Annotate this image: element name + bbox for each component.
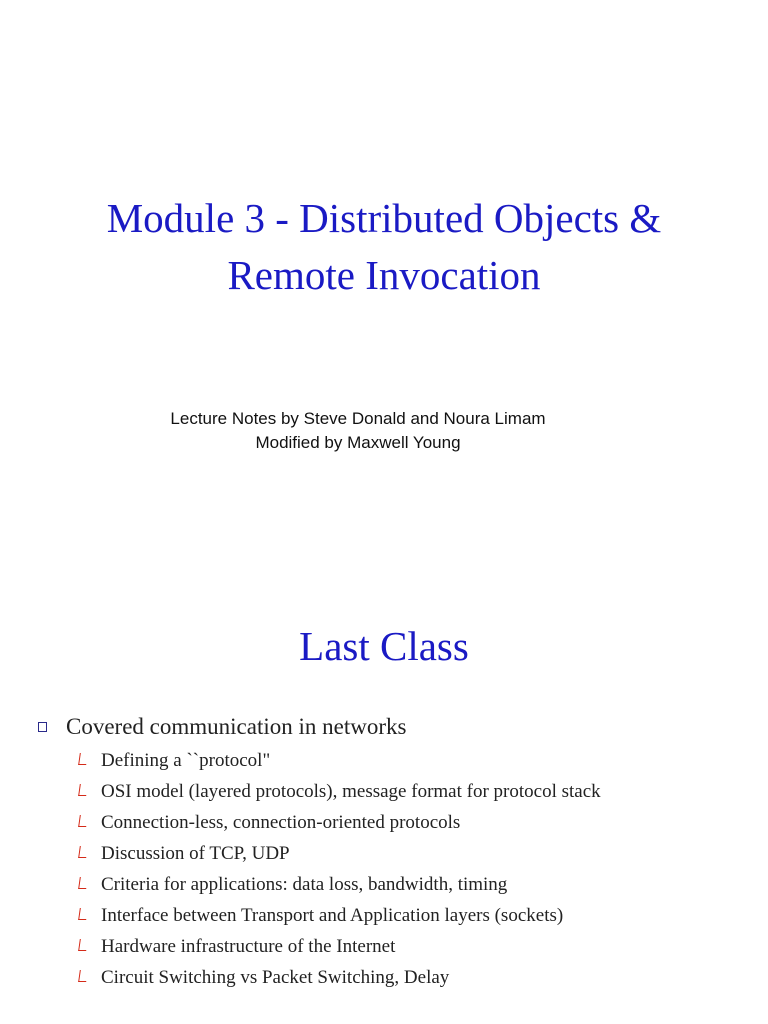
sub-bullet-text: Circuit Switching vs Packet Switching, Delay: [101, 967, 450, 988]
subtitle-modified-by: Modified by Maxwell Young: [255, 433, 461, 452]
sub-bullet-text: Interface between Transport and Application layers (sockets): [101, 905, 564, 926]
sub-bullet-list: [77, 745, 601, 993]
sub-bullet-item: [77, 838, 601, 869]
sub-bullet-item: [77, 745, 601, 776]
slide-heading: Last Class: [299, 623, 469, 669]
sub-bullet-text: Defining a ``protocol": [101, 750, 271, 771]
slide-subtitle: [0, 407, 716, 455]
sub-bullet-text: OSI model (layered protocols), message format for protocol stack: [101, 781, 601, 802]
sub-bullet-item: [77, 962, 601, 993]
sub-bullet-text: Hardware infrastructure of the Internet: [101, 936, 396, 957]
slide-title-line-1: Module 3 - Distributed Objects &: [106, 195, 662, 241]
sub-bullet-text: Discussion of TCP, UDP: [101, 843, 290, 864]
arrow-bullet-icon: [77, 784, 89, 798]
content-slide: [0, 600, 768, 1024]
bullet-item: [38, 710, 406, 744]
slide-title: [0, 190, 768, 304]
subtitle-authors: Lecture Notes by Steve Donald and Noura Limam: [170, 409, 546, 428]
arrow-bullet-icon: [77, 815, 89, 829]
sub-bullet-text: Criteria for applications: data loss, bandwidth, timing: [101, 874, 508, 895]
arrow-bullet-icon: [77, 846, 89, 860]
arrow-bullet-icon: [77, 908, 89, 922]
arrow-bullet-icon: [77, 939, 89, 953]
sub-bullet-item: [77, 869, 601, 900]
square-bullet-icon: [38, 722, 47, 732]
arrow-bullet-icon: [77, 753, 89, 767]
bullet-text: Covered communication in networks: [66, 714, 407, 739]
arrow-bullet-icon: [77, 877, 89, 891]
sub-bullet-item: [77, 776, 601, 807]
sub-bullet-item: [77, 807, 601, 838]
slide-title-line-2: Remote Invocation: [227, 252, 541, 298]
sub-bullet-item: [77, 900, 601, 931]
sub-bullet-item: [77, 931, 601, 962]
sub-bullet-text: Connection-less, connection-oriented protocols: [101, 812, 461, 833]
arrow-bullet-icon: [77, 970, 89, 984]
